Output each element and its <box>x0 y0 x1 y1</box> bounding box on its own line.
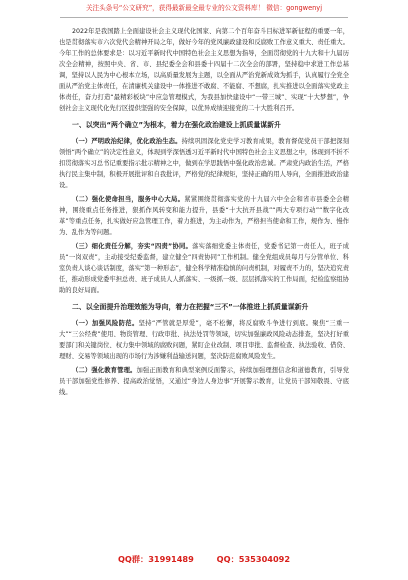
section-1-item-2-heading: （二）强化使命担当，服务中心大局。 <box>72 196 185 203</box>
section-1-item-2-text: 紧紧围绕贯彻落实党的十九届六中全会和省市县委全会精神，围绕重点任务推进，狠抓作风转变和能力提升，县委“十大抗开县战”“两大专项行动”“数字化改革”等重点任务，扎实做好应急管理工作，着力推进，为主动作为，严格担当使命和工作，规作为、慢作为、乱作为等问题。 <box>59 196 350 236</box>
section-2-item-1-text: 坚持“严管就是厚爱”，毫不松懈，将反腐败斗争进行到底。聚焦“三重一大”“三公经费”使用、物资管理、行政审批、执法处罚等领域，切实加强廉政风险动态排查，坚决打好重要部门和关键岗位、权力集中领域的腐败问题，紧盯企业改制、项目审批、监督检查、执法验收、借贷、理财、交易等领域出现的市场行为涉嫌利益输送问题，坚决防范腐败风险发生。 <box>59 320 349 360</box>
section-1-item-3-text: 落实落细党委主体责任，党委书记第一责任人，班子成员“一岗双责”，主动接受纪委监督，建立健全“四责协同”工作机制。健全党组成员每月与分管单位、科室负责人谈心谈话制度，落实“第一种形态”，健全科学精准稳慎的问责机制，对履责不力的，坚决追究责任，推动形成党委牢担总责、班子成员人人抓落实、一级抓一级、层层抓落实的工作局面，纪检监察组协助的良好局面。 <box>59 243 350 294</box>
contact-footer <box>0 554 408 565</box>
section-2-item-2-heading: （二）强化教育管理。 <box>72 367 137 374</box>
document-body <box>59 26 349 401</box>
section-2-item-1 <box>59 318 349 362</box>
promo-banner: 关注头条号“公文研究”，获得最新最全最专业的公文资料库！ 微信：gongwenyj <box>85 4 323 12</box>
section-1-item-3 <box>59 241 349 296</box>
qq-number: QQ：535304092 <box>216 554 291 564</box>
section-1-heading: 一、以突出“两个确立”为根本，着力在强化政治建设上抓质量谋新升 <box>72 121 281 129</box>
section-2-item-2 <box>59 365 349 398</box>
section-1-item-1 <box>59 136 349 191</box>
section-1-item-1-heading: （一）严明政治纪律，优化政治生态。 <box>72 138 182 145</box>
qq-group-number: QQ群：31991489 <box>117 554 194 564</box>
section-2-heading: 二、以全面提升治理效能为导向，着力在把握“三不”一体推进上抓质量谋新升 <box>72 303 309 311</box>
header-divider <box>60 17 348 18</box>
section-2-item-2-text: 加强正面教育和典型案例反面警示，持续加强理想信念和道德教育，引导党员干部加强党性修养、提高政治觉悟，又通过“身边人身边事”开展警示教育，让党员干部知敬畏、守底线。 <box>59 367 349 396</box>
intro-paragraph: 2022年是我国踏上全面建设社会主义现代化国家、向第二个百年奋斗目标进军新征程的重要一年，也是贯彻落实市六次党代会精神开局之年，做好今年的党风廉政建设和反腐败工作意义重大、责任重大。今年工作的总体要求是：以习近平新时代中国特色社会主义思想为指导，全面贯彻党的十九大和十九届历次全会精神，按照中央、省、市、县纪委全会和县委十四届十二次全会的部署，坚持稳中求进工作总基调，坚持以人民为中心根本立场，以高质量发展为主题，以全面从严治党新成效为抓手，认真履行全党全面从严治党主体责任，在清廉机关建设中一体推进不敢腐、不能腐、不想腐，扎实推进以全面落实党政主体责任，奋力打造“最精彩板块”中应急管理模式，为我县加快建设中“一带三城”、实现“十大梦想”，争创社会主义现代化先行区提供坚强的安全保障，以优异成绩迎接党的二十大胜利召开。 <box>59 28 349 112</box>
section-1-item-3-heading: （三）细化责任分解，夯实“四责”协同。 <box>72 243 193 250</box>
section-2-item-1-heading: （一）加强风险防范。 <box>72 320 139 327</box>
section-1-item-1-text: 持续巩固深化党史学习教育成果，教育督促党员干部把深刻领悟“两个确立”的决定性意义，体现到学深悟透习近平新时代中国特色社会主义思想之中，体现到不折不扣贯彻落实习总书记重要指示批示精神之中，做到在学思践悟中强化政治忠诚。严肃党内政治生活，严格执行民主集中制，积极开展批评和自我批评，严格党的纪律规矩，坚持正确的用人导向，全面推进政治建设。 <box>59 138 350 189</box>
section-1-item-2 <box>59 194 349 238</box>
